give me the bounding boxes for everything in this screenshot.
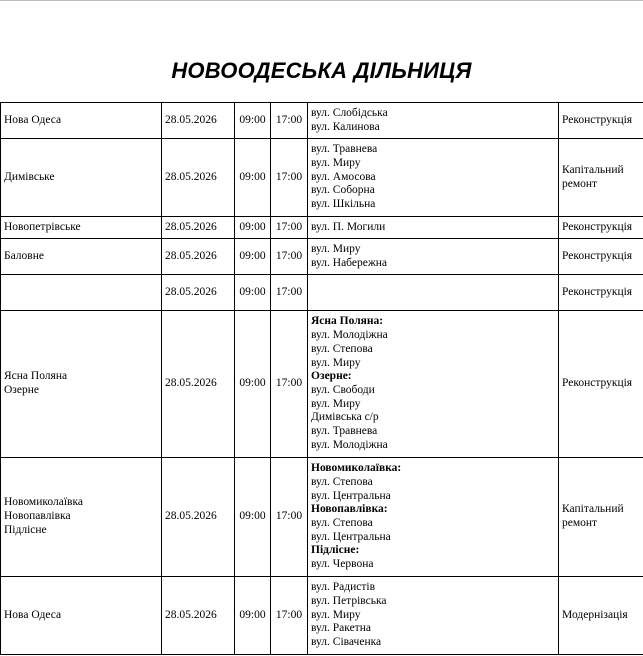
cell-line: 09:00 bbox=[239, 608, 266, 621]
cell-line: 17:00 bbox=[275, 377, 303, 390]
cell-line: 17:00 bbox=[275, 170, 303, 183]
table-row bbox=[1, 217, 643, 239]
cell-line: Димівська с/р bbox=[311, 411, 379, 424]
date-cell bbox=[162, 239, 235, 275]
cell-line: 09:00 bbox=[239, 510, 266, 523]
table-row bbox=[1, 458, 643, 577]
cell-line: 09:00 bbox=[239, 170, 266, 183]
settlement-cell bbox=[1, 311, 162, 458]
cell-line: Модернізація bbox=[562, 608, 628, 621]
start-time-cell bbox=[235, 311, 271, 458]
cell-line: вул. Миру bbox=[311, 156, 361, 169]
cell-line: Капітальний bbox=[562, 163, 624, 176]
cell-line: Новопетрівське bbox=[4, 220, 81, 233]
work-type-cell bbox=[559, 275, 643, 311]
page-title: НОВООДЕСЬКА ДІЛЬНИЦЯ bbox=[171, 58, 472, 83]
settlement-cell bbox=[1, 577, 162, 655]
settlement-cell bbox=[1, 103, 162, 139]
cell-line: Димівське bbox=[4, 170, 55, 183]
table-row bbox=[1, 311, 643, 458]
table-row bbox=[1, 275, 643, 311]
cell-line: 09:00 bbox=[239, 377, 266, 390]
cell-line: вул. Сіваченка bbox=[311, 636, 382, 649]
cell-line: вул. Набережна bbox=[311, 256, 388, 269]
streets-cell bbox=[308, 577, 559, 655]
outage-schedule-table bbox=[0, 102, 643, 655]
cell-line: 28.05.2026 bbox=[165, 113, 217, 126]
cell-line: вул. Миру bbox=[311, 608, 361, 621]
cell-line: Баловне bbox=[4, 249, 44, 262]
cell-line: 17:00 bbox=[275, 220, 303, 233]
streets-cell bbox=[308, 217, 559, 239]
cell-line: вул. Свободи bbox=[311, 384, 375, 396]
settlement-cell bbox=[1, 217, 162, 239]
settlement-cell bbox=[1, 239, 162, 275]
cell-line: 17:00 bbox=[275, 608, 303, 621]
start-time-cell bbox=[235, 103, 271, 139]
cell-line: 09:00 bbox=[239, 285, 266, 298]
cell-line: Новопавлівка: bbox=[311, 503, 388, 516]
cell-line: вул. Шкільна bbox=[311, 198, 376, 211]
date-cell bbox=[162, 311, 235, 458]
cell-line: вул. Миру bbox=[311, 397, 361, 410]
cell-line: Ясна Поляна bbox=[4, 370, 68, 383]
cell-line: Реконструкція bbox=[562, 220, 633, 233]
cell-line: 28.05.2026 bbox=[165, 510, 217, 523]
cell-line: 28.05.2026 bbox=[165, 377, 217, 390]
work-type-cell bbox=[559, 103, 643, 139]
table-body bbox=[1, 103, 643, 655]
cell-line: Реконструкція bbox=[562, 113, 633, 126]
start-time-cell bbox=[235, 139, 271, 217]
start-time-cell bbox=[235, 217, 271, 239]
cell-line: вул. Миру bbox=[311, 356, 361, 369]
streets-cell bbox=[308, 458, 559, 577]
cell-line: вул. Соборна bbox=[311, 184, 375, 197]
cell-line: Підлісне bbox=[4, 523, 47, 536]
end-time-cell bbox=[271, 311, 308, 458]
cell-line: вул. Центральна bbox=[311, 489, 391, 502]
settlement-cell bbox=[1, 139, 162, 217]
work-type-cell bbox=[559, 217, 643, 239]
table-row bbox=[1, 239, 643, 275]
cell-line: Новомиколаївка bbox=[4, 496, 83, 509]
cell-line: вул. П. Могили bbox=[311, 220, 386, 233]
cell-line: вул. Ракетна bbox=[311, 622, 371, 635]
cell-line: 28.05.2026 bbox=[165, 608, 217, 621]
cell-line: 28.05.2026 bbox=[165, 220, 217, 233]
cell-line: вул. Миру bbox=[311, 242, 361, 255]
work-type-cell bbox=[559, 458, 643, 577]
work-type-cell bbox=[559, 311, 643, 458]
cell-line: 17:00 bbox=[275, 113, 303, 126]
end-time-cell bbox=[271, 217, 308, 239]
cell-line: Новомиколаївка: bbox=[311, 462, 402, 475]
cell-line: Реконструкція bbox=[562, 285, 633, 298]
cell-line: вул. Молодіжна bbox=[311, 438, 388, 451]
cell-line: Підлісне: bbox=[311, 544, 360, 557]
cell-line: 09:00 bbox=[239, 249, 266, 262]
end-time-cell bbox=[271, 577, 308, 655]
top-border-line bbox=[0, 0, 643, 1]
start-time-cell bbox=[235, 577, 271, 655]
cell-line: ремонт bbox=[562, 177, 598, 190]
cell-line: вул. Слобідська bbox=[311, 106, 388, 119]
streets-cell bbox=[308, 239, 559, 275]
cell-line: вул. Червона bbox=[311, 558, 374, 571]
settlement-cell bbox=[1, 275, 162, 311]
end-time-cell bbox=[271, 275, 308, 311]
end-time-cell bbox=[271, 139, 308, 217]
cell-line: ремонт bbox=[562, 517, 598, 529]
cell-line: вул. Петрівська bbox=[311, 594, 387, 607]
cell-line: 17:00 bbox=[275, 249, 303, 262]
cell-line: Озерне: bbox=[311, 370, 352, 383]
cell-line: 28.05.2026 bbox=[165, 285, 217, 298]
end-time-cell bbox=[271, 239, 308, 275]
end-time-cell bbox=[271, 458, 308, 577]
table-row bbox=[1, 103, 643, 139]
cell-line: Нова Одеса bbox=[4, 113, 62, 126]
streets-cell bbox=[308, 139, 559, 217]
date-cell bbox=[162, 139, 235, 217]
date-cell bbox=[162, 275, 235, 311]
cell-line: вул. Травнева bbox=[311, 143, 378, 156]
cell-line: вул. Степова bbox=[311, 342, 373, 355]
date-cell bbox=[162, 458, 235, 577]
date-cell bbox=[162, 577, 235, 655]
work-type-cell bbox=[559, 239, 643, 275]
end-time-cell bbox=[271, 103, 308, 139]
work-type-cell bbox=[559, 139, 643, 217]
streets-cell bbox=[308, 275, 559, 311]
cell-line: вул. Степова bbox=[311, 475, 373, 488]
cell-line: 28.05.2026 bbox=[165, 170, 217, 183]
cell-line: Нова Одеса bbox=[4, 608, 62, 621]
date-cell bbox=[162, 217, 235, 239]
table-row bbox=[1, 577, 643, 655]
cell-line: вул. Радистів bbox=[311, 581, 376, 594]
cell-line: 17:00 bbox=[275, 285, 303, 298]
streets-cell bbox=[308, 103, 559, 139]
cell-line: Ясна Поляна: bbox=[311, 315, 384, 328]
start-time-cell bbox=[235, 239, 271, 275]
start-time-cell bbox=[235, 275, 271, 311]
work-type-cell bbox=[559, 577, 643, 655]
settlement-cell bbox=[1, 458, 162, 577]
cell-line: Озерне bbox=[4, 384, 39, 396]
start-time-cell bbox=[235, 458, 271, 577]
cell-line: 09:00 bbox=[239, 113, 266, 126]
date-cell bbox=[162, 103, 235, 139]
cell-line: вул. Степова bbox=[311, 517, 373, 529]
cell-line: Реконструкція bbox=[562, 249, 633, 262]
cell-line: вул. Амосова bbox=[311, 170, 376, 183]
cell-line: 09:00 bbox=[239, 220, 266, 233]
cell-line: Капітальний bbox=[562, 503, 624, 516]
table-row bbox=[1, 139, 643, 217]
cell-line: вул. Калинова bbox=[311, 120, 380, 133]
cell-line: вул. Травнева bbox=[311, 425, 378, 438]
streets-cell bbox=[308, 311, 559, 458]
cell-line: вул. Молодіжна bbox=[311, 329, 388, 342]
cell-line: 28.05.2026 bbox=[165, 249, 217, 262]
cell-line: вул. Центральна bbox=[311, 530, 391, 543]
cell-line: 17:00 bbox=[275, 510, 303, 523]
cell-line: Реконструкція bbox=[562, 377, 633, 390]
cell-line: Новопавлівка bbox=[4, 510, 71, 523]
